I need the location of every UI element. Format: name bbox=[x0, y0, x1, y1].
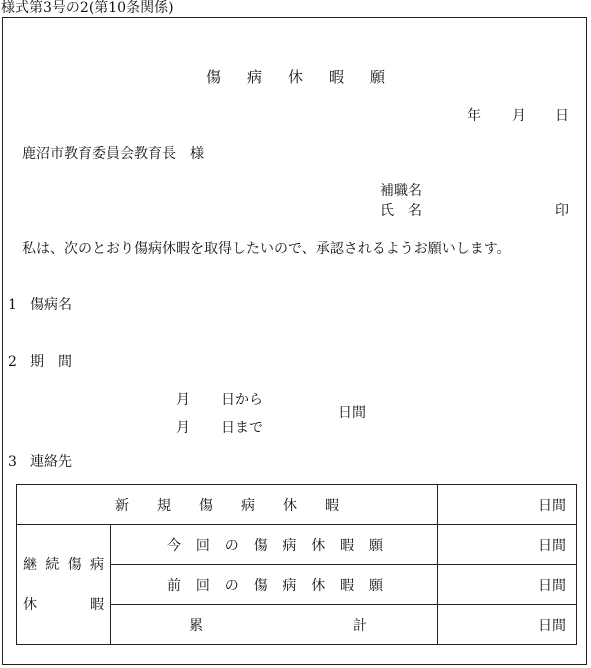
item-period-label: 期 間 bbox=[30, 354, 72, 370]
seal-label: 印 bbox=[555, 203, 569, 219]
form-title: 傷病休暇願 bbox=[205, 68, 411, 86]
item-contact-label: 連絡先 bbox=[30, 454, 72, 470]
continued-group-line1: 継続傷病 bbox=[23, 556, 104, 573]
date-month-label: 月 bbox=[512, 108, 526, 124]
item-contact-number: 3 bbox=[8, 454, 17, 470]
continued-group-line2: 休暇 bbox=[23, 596, 104, 613]
table-row bbox=[17, 485, 577, 525]
position-label: 補職名 bbox=[380, 183, 422, 199]
new-leave-label: 新規傷病休暇 bbox=[17, 485, 438, 525]
cumulative-days: 日間 bbox=[438, 605, 577, 645]
name-label: 氏 名 bbox=[380, 203, 422, 219]
item-period-number: 2 bbox=[8, 354, 17, 370]
period-from-day: 日から bbox=[221, 392, 263, 408]
form-number-label: 様式第3号の2(第10条関係) bbox=[1, 0, 174, 16]
addressee: 鹿沼市教育委員会教育長 様 bbox=[22, 146, 204, 162]
period-from-month: 月 bbox=[176, 392, 190, 408]
table-row bbox=[17, 525, 577, 565]
item-illness-label: 傷病名 bbox=[30, 297, 72, 313]
date-year-label: 年 bbox=[467, 108, 481, 124]
current-request-label: 今回の傷病休暇願 bbox=[111, 525, 438, 565]
current-request-days: 日間 bbox=[438, 525, 577, 565]
period-days: 日間 bbox=[338, 405, 366, 421]
new-leave-days: 日間 bbox=[438, 485, 577, 525]
period-to-month: 月 bbox=[176, 420, 190, 436]
date-day-label: 日 bbox=[555, 108, 569, 124]
cumulative-label: 累計 bbox=[111, 605, 438, 645]
period-to-day: 日まで bbox=[221, 420, 263, 436]
previous-request-label: 前回の傷病休暇願 bbox=[111, 565, 438, 605]
item-illness-number: 1 bbox=[8, 297, 17, 313]
continued-leave-group bbox=[17, 525, 111, 645]
leave-summary-table bbox=[16, 484, 577, 645]
previous-request-days: 日間 bbox=[438, 565, 577, 605]
request-statement: 私は、次のとおり傷病休暇を取得したいので、承認されるようお願いします。 bbox=[22, 241, 511, 257]
